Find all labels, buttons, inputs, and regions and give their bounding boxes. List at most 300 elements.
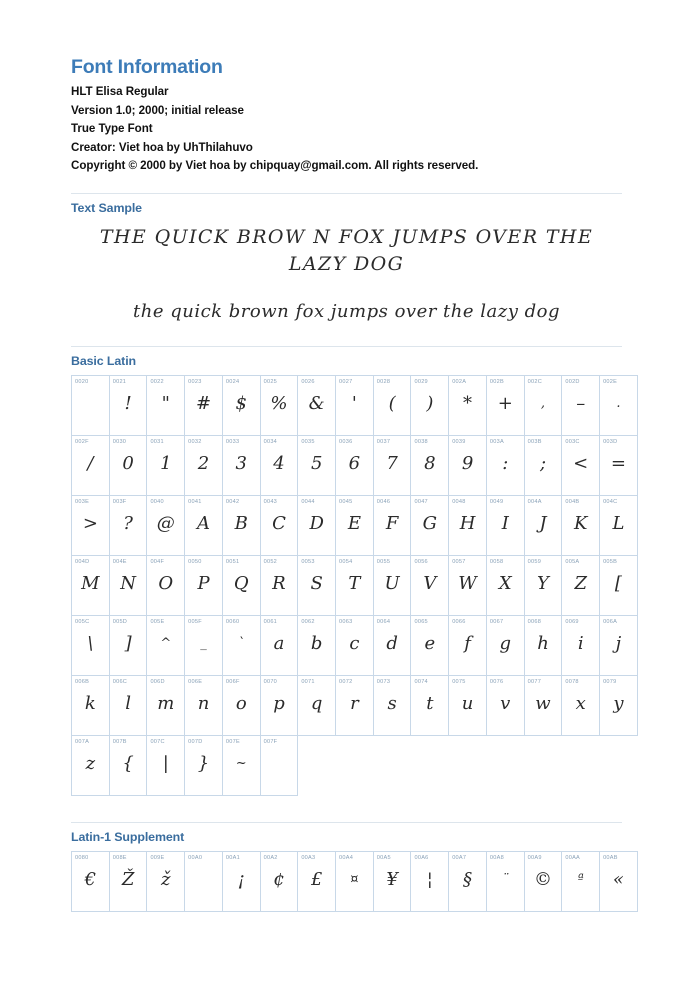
glyph-cell-inner [374,616,411,675]
glyph-character: 5 [310,453,323,475]
glyph-cell[interactable] [109,436,147,496]
glyph-cell[interactable] [600,616,638,676]
glyph-cell-inner [562,852,599,911]
glyph-cell[interactable] [600,436,638,496]
glyph-character: 8 [424,453,436,475]
glyph-character: A [197,513,211,535]
glyph-cell[interactable] [449,556,487,616]
glyph-character: F [385,513,399,535]
glyph-cell[interactable] [222,736,260,796]
glyph-cell[interactable] [260,616,298,676]
glyph-code-label: 006B [75,679,90,686]
glyph-character: v [500,693,511,715]
glyph-character: S [310,573,323,595]
glyph-code-label: 002B [489,379,504,386]
glyph-code-label: 008E [112,855,127,862]
glyph-cell-inner [562,616,599,675]
glyph-cell[interactable] [411,676,449,736]
glyph-code-label: 002F [75,439,89,446]
glyph-cell[interactable] [449,436,487,496]
glyph-character: K [573,513,588,535]
glyph-character: l [125,693,131,715]
glyph-cell[interactable] [524,436,562,496]
glyph-code-label: 0022 [150,379,164,386]
glyph-cell[interactable] [260,556,298,616]
glyph-cell[interactable] [298,676,336,736]
glyph-code-label: 0047 [414,499,428,506]
glyph-character: ¤ [350,872,359,888]
glyph-character: + [497,393,513,415]
glyph-cell-inner [110,496,147,555]
sample-uppercase-line-2: LAZY DOG [288,253,405,276]
glyph-cell[interactable] [72,616,110,676]
sample-uppercase-line-1: THE QUICK BROW N FOX JUMPS OVER THE [99,226,594,249]
glyph-character: d [386,633,398,655]
glyph-character: t [426,693,434,715]
glyph-cell-inner [562,556,599,615]
glyph-cell-inner [600,496,637,555]
glyph-cell[interactable] [524,556,562,616]
glyph-code-label: 0073 [376,679,391,686]
glyph-character: k [84,693,96,715]
glyph-cell[interactable] [373,852,411,912]
glyph-character: j [615,633,622,655]
glyph-cell-inner [223,852,260,911]
glyph-character: Q [233,573,249,595]
glyph-cell[interactable] [486,556,524,616]
glyph-cell-inner [374,676,411,735]
glyph-cell[interactable] [449,376,487,436]
glyph-cell-inner [298,616,335,675]
glyph-code-label: 0053 [301,559,315,566]
glyph-character: / [87,453,94,475]
glyph-cell[interactable] [72,736,110,796]
glyph-character: 9 [461,453,474,475]
glyph-cell[interactable] [222,616,260,676]
glyph-cell[interactable] [373,676,411,736]
glyph-cell[interactable] [486,676,524,736]
glyph-cell[interactable] [298,376,336,436]
glyph-cell[interactable] [562,376,600,436]
glyph-cell-inner [110,436,147,495]
section-divider [71,193,622,194]
glyph-code-label: 0051 [225,559,240,566]
glyph-cell[interactable] [147,736,185,796]
glyph-cell[interactable] [222,496,260,556]
glyph-code-label: 0027 [339,379,353,386]
glyph-character: s [387,693,397,715]
font-type: True Type Font [71,122,153,136]
glyph-cell[interactable] [336,852,374,912]
glyph-cell-inner [525,376,562,435]
glyph-cell[interactable] [336,376,374,436]
glyph-cell[interactable] [109,852,147,912]
glyph-cell-inner [525,852,562,911]
glyph-cell[interactable] [147,376,185,436]
glyph-cell[interactable] [147,436,185,496]
glyph-cell[interactable] [298,616,336,676]
glyph-cell[interactable] [373,616,411,676]
glyph-cell-inner [72,616,109,675]
glyph-cell[interactable] [411,436,449,496]
glyph-cell[interactable] [600,556,638,616]
glyph-character: N [120,573,136,595]
glyph-cell-inner [449,376,486,435]
glyph-cell-inner [110,736,147,795]
glyph-character: e [424,633,436,655]
glyph-cell[interactable] [298,556,336,616]
glyph-cell-inner [411,852,448,911]
glyph-cell-inner [147,616,184,675]
section-latin1-supplement [71,822,622,912]
glyph-cell[interactable] [260,436,298,496]
glyph-cell[interactable] [449,616,487,676]
glyph-cell[interactable] [336,616,374,676]
glyph-cell[interactable] [298,852,336,912]
glyph-code-label: 00A0 [188,855,203,862]
glyph-character: ` [237,636,245,652]
glyph-code-label: 0054 [339,559,353,566]
glyph-cell[interactable] [72,852,110,912]
glyph-cell-inner [336,556,373,615]
glyph-cell-inner [261,852,298,911]
glyph-code-label: 0045 [339,499,353,506]
glyph-code-label: 0077 [527,679,542,686]
glyph-code-label: 0033 [225,439,240,446]
font-creator: Creator: Viet hoa by UhThilahuvo [71,140,253,154]
glyph-cell-inner [336,376,373,435]
glyph-cell[interactable] [185,736,223,796]
glyph-cell-inner [185,556,222,615]
glyph-cell[interactable] [147,556,185,616]
glyph-cell[interactable] [260,736,298,796]
glyph-cell[interactable] [185,616,223,676]
glyph-code-label: 002A [452,379,467,386]
glyph-character: € [84,869,97,891]
glyph-cell-inner [72,436,109,495]
glyph-character: n [197,693,210,715]
glyph-code-label: 002E [603,379,618,386]
glyph-cell[interactable] [72,676,110,736]
glyph-cell[interactable] [411,852,449,912]
glyph-code-label: 0052 [263,559,278,566]
glyph-cell-inner [223,376,260,435]
glyph-code-label: 0039 [452,439,466,446]
glyph-cell[interactable] [449,852,487,912]
glyph-code-label: 00AB [603,855,618,862]
glyph-code-label: 0060 [225,619,240,626]
glyph-cell[interactable] [147,676,185,736]
glyph-cell[interactable] [72,376,110,436]
glyph-character: V [423,573,437,595]
glyph-cell[interactable] [109,736,147,796]
glyph-cell[interactable] [147,616,185,676]
glyph-cell-inner [298,676,335,735]
glyph-code-label: 004B [565,499,580,506]
glyph-cell[interactable] [298,436,336,496]
glyph-cell[interactable] [562,436,600,496]
glyph-code-label: 0049 [489,499,504,506]
glyph-cell[interactable] [109,556,147,616]
glyph-cell[interactable] [600,852,638,912]
glyph-cell[interactable] [411,496,449,556]
glyph-cell[interactable] [524,676,562,736]
glyph-cell-inner [411,616,448,675]
glyph-cell[interactable] [185,496,223,556]
glyph-cell[interactable] [411,616,449,676]
glyph-cell[interactable] [373,556,411,616]
glyph-cell[interactable] [449,676,487,736]
glyph-cell-inner [374,556,411,615]
glyph-cell-inner [411,436,448,495]
glyph-cell-inner [525,496,562,555]
glyph-cell[interactable] [600,676,638,736]
glyph-character: L [612,513,625,535]
glyph-cell-inner [449,852,486,911]
glyph-code-label: 003B [527,439,542,446]
glyph-cell[interactable] [72,496,110,556]
glyph-cell[interactable] [298,496,336,556]
glyph-cell[interactable] [109,616,147,676]
glyph-character: 0 [122,453,134,475]
glyph-code-label: 0040 [150,499,164,506]
glyph-cell-inner [185,676,222,735]
glyph-code-label: 00A8 [489,855,504,862]
glyph-code-label: 0030 [112,439,127,446]
glyph-character: W [458,573,477,595]
glyph-character: [ [614,573,622,595]
glyph-code-label: 0068 [527,619,542,626]
glyph-cell[interactable] [222,852,260,912]
glyph-cell-inner [600,676,637,735]
section-divider [71,822,622,823]
glyph-cell[interactable] [486,496,524,556]
glyph-character: P [197,573,210,595]
glyph-character: 4 [273,453,285,475]
glyph-code-label: 006E [188,679,203,686]
glyph-cell[interactable] [562,496,600,556]
font-name: HLT Elisa Regular [71,85,169,99]
glyph-cell[interactable] [260,496,298,556]
glyph-cell-inner [223,436,260,495]
glyph-cell[interactable] [109,676,147,736]
glyph-cell[interactable] [562,616,600,676]
glyph-character: z [85,753,96,775]
glyph-table-row [72,852,638,912]
glyph-cell[interactable] [486,376,524,436]
glyph-cell[interactable] [486,616,524,676]
glyph-character: 3 [235,453,247,475]
glyph-code-label: 0020 [75,379,89,386]
glyph-cell[interactable] [411,556,449,616]
glyph-cell-inner [223,676,260,735]
glyph-cell[interactable] [373,376,411,436]
glyph-cell[interactable] [222,556,260,616]
glyph-cell-inner [147,496,184,555]
glyph-cell[interactable] [562,556,600,616]
glyph-cell[interactable] [260,376,298,436]
glyph-cell-inner [411,496,448,555]
glyph-code-label: 006C [112,679,128,686]
glyph-code-label: 0046 [376,499,391,506]
glyph-character: ž [161,869,171,891]
glyph-cell[interactable] [222,376,260,436]
glyph-code-label: 0074 [414,679,428,686]
glyph-table-latin1-supplement [71,851,638,912]
glyph-code-label: 0025 [263,379,278,386]
glyph-character: y [613,693,624,715]
glyph-character: D [309,513,324,535]
glyph-character: w [535,693,551,715]
glyph-cell-inner [185,376,222,435]
glyph-cell[interactable] [524,852,562,912]
glyph-character: $ [235,393,247,415]
glyph-cell-inner [110,556,147,615]
glyph-character: M [81,573,100,595]
glyph-code-label: 0048 [452,499,466,506]
glyph-cell[interactable] [336,676,374,736]
glyph-cell-inner [147,736,184,795]
glyph-cell-inner [525,436,562,495]
glyph-cell[interactable] [562,852,600,912]
glyph-cell-inner [223,496,260,555]
glyph-cell-inner [600,436,637,495]
glyph-code-label: 0065 [414,619,428,626]
glyph-character: X [498,573,512,595]
glyph-cell-inner [487,436,524,495]
glyph-cell-inner [525,616,562,675]
glyph-cell[interactable] [373,496,411,556]
glyph-character: O [158,573,174,595]
glyph-character: 2 [197,453,210,475]
glyph-cell-inner [600,376,637,435]
glyph-code-label: 005F [188,619,202,626]
glyph-character: ª [577,872,584,888]
glyph-cell-inner [336,616,373,675]
glyph-character: 1 [160,453,172,475]
glyph-character: , [540,396,546,412]
glyph-character: : [502,453,509,475]
glyph-code-label: 0057 [452,559,466,566]
glyph-cell[interactable] [72,556,110,616]
glyph-cell-inner [374,496,411,555]
glyph-code-label: 003C [565,439,580,446]
glyph-code-label: 004A [527,499,542,506]
glyph-cell[interactable] [72,436,110,496]
glyph-code-label: 0026 [301,379,315,386]
glyph-cell-inner [449,436,486,495]
glyph-code-label: 007B [112,739,127,746]
glyph-cell-inner [487,496,524,555]
glyph-table-basic-latin [71,375,638,796]
glyph-code-label: 00A3 [301,855,316,862]
glyph-cell-inner [110,676,147,735]
glyph-character: = [610,453,626,475]
glyph-cell[interactable] [336,436,374,496]
glyph-character: 6 [348,453,361,475]
glyph-cell-inner [411,676,448,735]
glyph-code-label: 0067 [489,619,504,626]
glyph-character: C [272,513,286,535]
glyph-cell[interactable] [260,852,298,912]
glyph-cell[interactable] [147,496,185,556]
glyph-character: ; [539,453,547,475]
glyph-cell[interactable] [185,376,223,436]
glyph-cell[interactable] [185,852,223,912]
glyph-character: Ž [121,869,135,891]
glyph-code-label: 005C [75,619,90,626]
glyph-code-label: 003A [489,439,504,446]
glyph-cell[interactable] [109,376,147,436]
glyph-code-label: 0062 [301,619,315,626]
glyph-cell[interactable] [524,376,562,436]
glyph-cell-inner [261,676,298,735]
glyph-character: } [197,753,210,775]
glyph-cell[interactable] [185,556,223,616]
glyph-cell[interactable] [109,496,147,556]
glyph-character: x [575,693,586,715]
glyph-cell[interactable] [260,676,298,736]
glyph-cell[interactable] [600,496,638,556]
glyph-cell-inner [298,556,335,615]
glyph-cell[interactable] [222,676,260,736]
glyph-cell[interactable] [222,436,260,496]
glyph-character: % [270,393,288,415]
glyph-cell[interactable] [336,556,374,616]
glyph-table-body [72,376,638,796]
glyph-cell-inner [374,852,411,911]
font-version: Version 1.0; 2000; initial release [71,103,244,117]
glyph-character: > [82,513,98,535]
glyph-code-label: 007E [225,739,240,746]
glyph-code-label: 003D [603,439,618,446]
glyph-code-label: 0080 [75,855,89,862]
glyph-cell[interactable] [486,436,524,496]
section-title-basic-latin: Basic Latin [71,354,137,369]
glyph-code-label: 00A7 [452,855,467,862]
glyph-cell-inner [147,436,184,495]
glyph-cell[interactable] [449,496,487,556]
glyph-cell[interactable] [411,376,449,436]
glyph-cell[interactable] [373,436,411,496]
glyph-code-label: 003F [112,499,127,506]
glyph-cell-inner [449,676,486,735]
glyph-cell[interactable] [562,676,600,736]
glyph-cell[interactable] [486,852,524,912]
glyph-table-body [72,852,638,912]
glyph-cell-inner [411,556,448,615]
glyph-cell[interactable] [185,436,223,496]
glyph-cell-inner [525,556,562,615]
glyph-code-label: 007F [263,739,278,746]
glyph-cell-inner [147,556,184,615]
glyph-cell-inner [261,376,298,435]
glyph-cell[interactable] [600,376,638,436]
glyph-cell[interactable] [336,496,374,556]
glyph-cell-inner [110,852,147,911]
glyph-cell[interactable] [524,616,562,676]
text-sample-block [71,222,622,324]
glyph-code-label: 0037 [376,439,391,446]
glyph-character: ¢ [273,869,285,891]
glyph-cell[interactable] [147,852,185,912]
glyph-cell-inner [261,556,298,615]
glyph-code-label: 002C [527,379,542,386]
glyph-cell[interactable] [524,496,562,556]
glyph-cell[interactable] [185,676,223,736]
glyph-code-label: 0066 [452,619,466,626]
glyph-code-label: 005B [603,559,618,566]
